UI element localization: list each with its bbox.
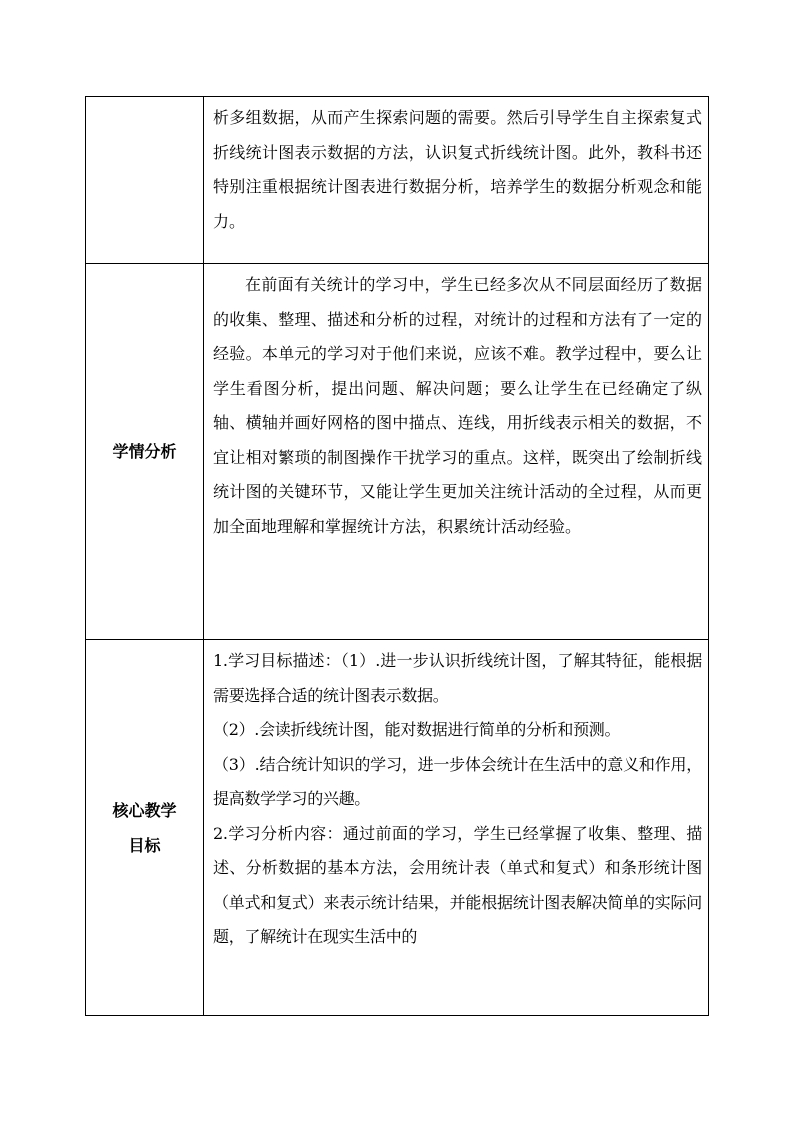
row-content — [204, 640, 709, 1016]
row-label-empty — [86, 97, 204, 264]
row-content — [204, 97, 709, 264]
row-content — [204, 264, 709, 640]
lesson-plan-table — [85, 96, 709, 1016]
row-label-text: 学情分析 — [112, 442, 177, 461]
row-label-core-objectives — [86, 640, 204, 1016]
content-paragraph: 2.学习分析内容：通过前面的学习，学生已经掌握了收集、整理、描述、分析数据的基本方法，会用统计表（单式和复式）和条形统计图（单式和复式）来表示统计结果，并能根据统计图表解决简单的实际问题，了解统计在现实生活中的 — [213, 823, 702, 946]
row-label-text: 目标 — [128, 835, 161, 855]
content-paragraph: （3）.结合统计知识的学习，进一步体会统计在生活中的意义和作用，提高数学学习的兴趣。 — [213, 754, 702, 808]
content-paragraph: 析多组数据，从而产生探索问题的需要。然后引导学生自主探索复式折线统计图表示数据的方法，认识复式折线统计图。此外，教科书还特别注重根据统计图表进行数据分析，培养学生的数据分析观念和能力。 — [213, 108, 702, 231]
table-row — [86, 264, 709, 640]
content-paragraph: 1.学习目标描述：（1）.进一步认识折线统计图，了解其特征，能根据需要选择合适的统计图表示数据。 — [213, 651, 702, 705]
row-label-student-analysis — [86, 264, 204, 640]
table-row — [86, 97, 709, 264]
table-row — [86, 640, 709, 1016]
content-paragraph: 在前面有关统计的学习中，学生已经多次从不同层面经历了数据的收集、整理、描述和分析的过程，对统计的过程和方法有了一定的经验。本单元的学习对于他们来说，应该不难。教学过程中，要么让学生看图分析，提出问题、解决问题；要么让学生在已经确定了纵轴、横轴并画好网格的图中描点、连线，用折线表示相关的数据，不宜让相对繁琐的制图操作干扰学习的重点。这样，既突出了绘制折线统计图的关键环节，又能让学生更加关注统计活动的全过程，从而更加全面地理解和掌握统计方法，积累统计活动经验。 — [213, 275, 702, 536]
content-paragraph: （2）.会读折线统计图，能对数据进行简单的分析和预测。 — [213, 720, 621, 739]
row-label-text: 核心教学 — [112, 800, 177, 820]
